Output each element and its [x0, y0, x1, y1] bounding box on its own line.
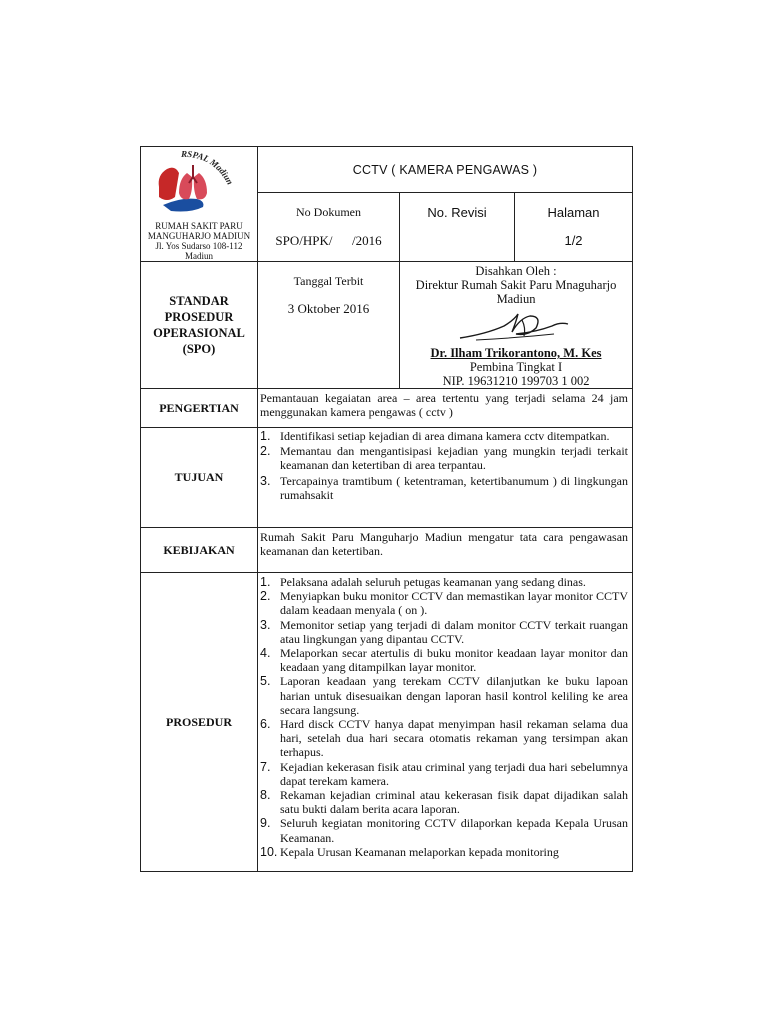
tujuan-item-number: 2. — [260, 444, 271, 459]
tanggal-terbit-cell — [258, 262, 400, 389]
hospital-name-line1: RUMAH SAKIT PARU — [155, 221, 243, 231]
prosedur-item-text: Rekaman kejadian criminal atau kekerasan fisik dapat dijadikan salah satu bukti dalam berita acara laporan. — [280, 788, 629, 817]
hospital-address-line1: Jl. Yos Sudarso 108-112 — [155, 241, 243, 251]
approval-position-line1: Direktur Rumah Sakit Paru Mnaguharjo — [415, 278, 617, 292]
tujuan-content — [258, 428, 633, 528]
prosedur-item-text: Pelaksana adalah seluruh petugas keamanan yang sedang dinas. — [280, 575, 586, 589]
hospital-address-line2: Madiun — [185, 251, 213, 261]
tanggal-terbit-label: Tanggal Terbit — [293, 274, 364, 288]
pengertian-text: Pemantauan kegaiatan area – area tertentu yang terjadi selama 24 jam menggunakan kamera pengawas ( cctv ) — [258, 389, 633, 428]
hospital-logo-cell — [141, 147, 258, 262]
tanggal-terbit-value: 3 Oktober 2016 — [287, 301, 370, 316]
hospital-info — [141, 221, 257, 261]
approval-cell — [400, 262, 633, 389]
spo-title-line4: (SPO) — [182, 342, 216, 356]
prosedur-item-number: 2. — [260, 589, 271, 604]
signer-name: Dr. Ilham Trikorantono, M. Kes — [430, 346, 602, 360]
hospital-name-line2: MANGUHARJO MADIUN — [147, 231, 251, 241]
no-dokumen-label: No Dokumen — [296, 205, 361, 219]
logo-arc-text: RSPAL Madiun — [181, 148, 236, 187]
tujuan-label: TUJUAN — [141, 428, 258, 528]
kebijakan-label: KEBIJAKAN — [141, 528, 258, 573]
prosedur-item-text: Kepala Urusan Keamanan melaporkan kepada monitoring — [280, 844, 559, 859]
prosedur-item-number: 5. — [260, 674, 271, 689]
prosedur-item-number: 7. — [260, 759, 271, 774]
prosedur-item — [260, 845, 628, 859]
spo-title-line3: OPERASIONAL — [153, 326, 245, 340]
approval-label: Disahkan Oleh : — [475, 264, 557, 278]
prosedur-item-number: 8. — [260, 788, 271, 803]
prosedur-label: PROSEDUR — [141, 573, 258, 872]
signer-rank: Pembina Tingkat I — [469, 360, 563, 374]
prosedur-item-number: 6. — [260, 717, 271, 732]
prosedur-item — [260, 618, 628, 646]
prosedur-item — [260, 575, 628, 589]
document-title: CCTV ( KAMERA PENGAWAS ) — [258, 147, 633, 193]
prosedur-item — [260, 589, 628, 617]
tujuan-item-number: 3. — [260, 473, 271, 488]
no-revisi-label: No. Revisi — [427, 205, 487, 220]
prosedur-item-number: 3. — [260, 617, 271, 632]
prosedur-item — [260, 646, 628, 674]
signature-image — [456, 308, 576, 346]
prosedur-item-text: Laporan keadaan yang terekam CCTV dilanjutkan ke buku lapoan harian untuk disesuaikan dengan laporan hasil kontrol keliling ke area secara langsung. — [280, 674, 629, 717]
no-dokumen-cell — [258, 193, 400, 262]
tujuan-item-text: Memantau dan mengantisipasi kejadian yang mungkin terjadi terkait keamanan dan ketertiban di area terpantau. — [280, 444, 629, 473]
halaman-value: 1/2 — [564, 233, 583, 248]
tujuan-list — [260, 429, 628, 502]
prosedur-item — [260, 788, 628, 816]
tujuan-item — [260, 444, 628, 472]
hospital-logo — [141, 147, 256, 219]
kebijakan-text: Rumah Sakit Paru Manguharjo Madiun mengatur tata cara pengawasan keamanan dan ketertiban. — [258, 528, 633, 573]
prosedur-item — [260, 816, 628, 844]
spo-title-cell — [141, 262, 258, 389]
spo-title-line1: STANDAR — [169, 294, 229, 308]
prosedur-item-text: Kejadian kekerasan fisik atau criminal yang terjadi dua hari sebelumnya dapat terekam kamera. — [280, 759, 629, 788]
tujuan-item-text: Identifikasi setiap kejadian di area dimana kamera cctv ditempatkan. — [280, 429, 610, 443]
no-dokumen-value: SPO/HPK/ /2016 — [275, 233, 382, 248]
tujuan-item — [260, 474, 628, 502]
prosedur-list — [260, 575, 628, 859]
tujuan-item-number: 1. — [260, 429, 271, 443]
prosedur-item-number: 4. — [260, 646, 271, 661]
prosedur-item-number: 9. — [260, 816, 271, 831]
prosedur-item — [260, 717, 628, 760]
prosedur-content — [258, 573, 633, 872]
signer-nip: NIP. 19631210 199703 1 002 — [442, 374, 590, 388]
spo-title-line2: PROSEDUR — [164, 310, 234, 324]
prosedur-item-text: Seluruh kegiatan monitoring CCTV dilaporkan kepada Kepala Urusan Keamanan. — [280, 816, 629, 845]
pengertian-label: PENGERTIAN — [141, 389, 258, 428]
tujuan-item — [260, 429, 628, 443]
prosedur-item-number: 1. — [260, 575, 271, 589]
approval-position-line2: Madiun — [496, 292, 536, 306]
spo-document-table — [140, 146, 633, 872]
prosedur-item-text: Menyiapkan buku monitor CCTV dan memastikan layar monitor CCTV dalam keadaan menyala ( on ). — [280, 589, 629, 618]
no-revisi-cell — [400, 193, 515, 262]
prosedur-item-text: Memonitor setiap yang terjadi di dalam monitor CCTV terkait ruangan atau lingkungan yang dipantau CCTV. — [280, 617, 629, 646]
prosedur-item — [260, 760, 628, 788]
halaman-cell — [515, 193, 633, 262]
halaman-label: Halaman — [547, 205, 600, 220]
prosedur-item-text: Hard disck CCTV hanya dapat menyimpan hasil rekaman selama dua hari, setelah dua hari secara otomatis rekaman yang tersimpan akan terhapus. — [280, 717, 629, 760]
tujuan-item-text: Tercapainya tramtibum ( ketentraman, ketertibanumum ) di lingkungan rumahsakit — [280, 473, 629, 502]
prosedur-item-text: Melaporkan secar atertulis di buku monitor keadaan layar monitor dan keadaan yang ditampilkan layar monitor. — [280, 646, 629, 675]
prosedur-item — [260, 674, 628, 717]
prosedur-item-number: 10. — [260, 844, 278, 859]
